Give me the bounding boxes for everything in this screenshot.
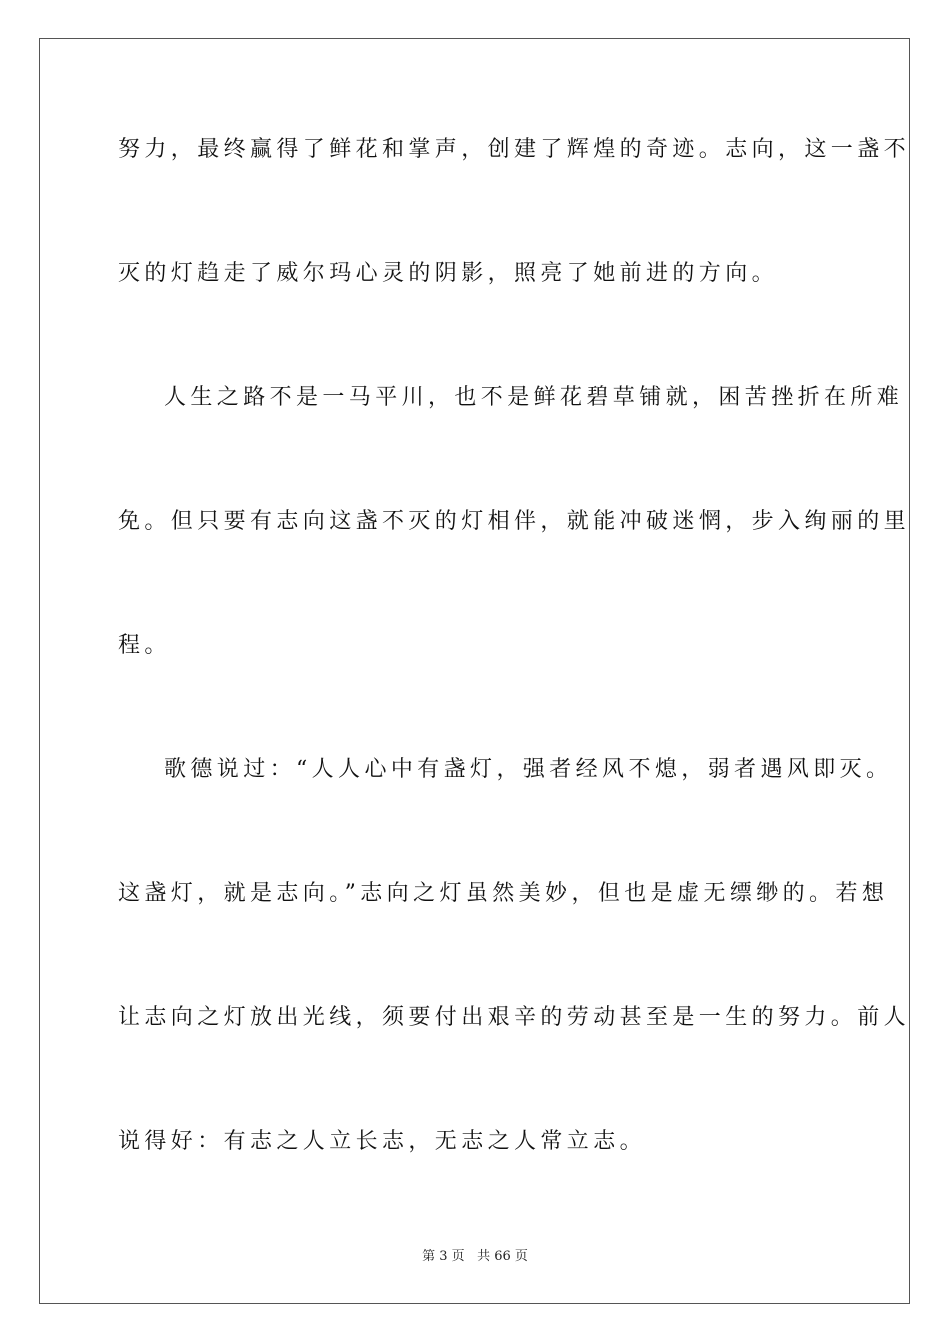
paragraph-line: 这盏灯，就是志向。”志向之灯虽然美妙，但也是虚无缥缈的。若想 xyxy=(118,881,889,906)
page-footer xyxy=(0,1248,950,1266)
paragraph-line: 努力，最终赢得了鲜花和掌声，创建了辉煌的奇迹。志向，这一盏不 xyxy=(118,137,911,162)
paragraph-line: 人生之路不是一马平川，也不是鲜花碧草铺就，困苦挫折在所难 xyxy=(164,385,904,410)
paragraph-line: 让志向之灯放出光线，须要付出艰辛的劳动甚至是一生的努力。前人 xyxy=(118,1005,911,1030)
page-total: 共 66 页 xyxy=(477,1249,528,1264)
paragraph-line: 说得好：有志之人立长志，无志之人常立志。 xyxy=(118,1129,647,1154)
paragraph-line: 灭的灯趋走了威尔玛心灵的阴影，照亮了她前进的方向。 xyxy=(118,261,779,286)
paragraph-line: 歌德说过：“人人心中有盏灯，强者经风不熄，弱者遇风即灭。 xyxy=(164,757,893,782)
paragraph-line: 免。但只要有志向这盏不灭的灯相伴，就能冲破迷惘，步入绚丽的里 xyxy=(118,509,911,534)
page-number: 第 3 页 xyxy=(422,1249,465,1264)
paragraph-line: 程。 xyxy=(118,633,171,658)
page-border xyxy=(39,38,910,1304)
